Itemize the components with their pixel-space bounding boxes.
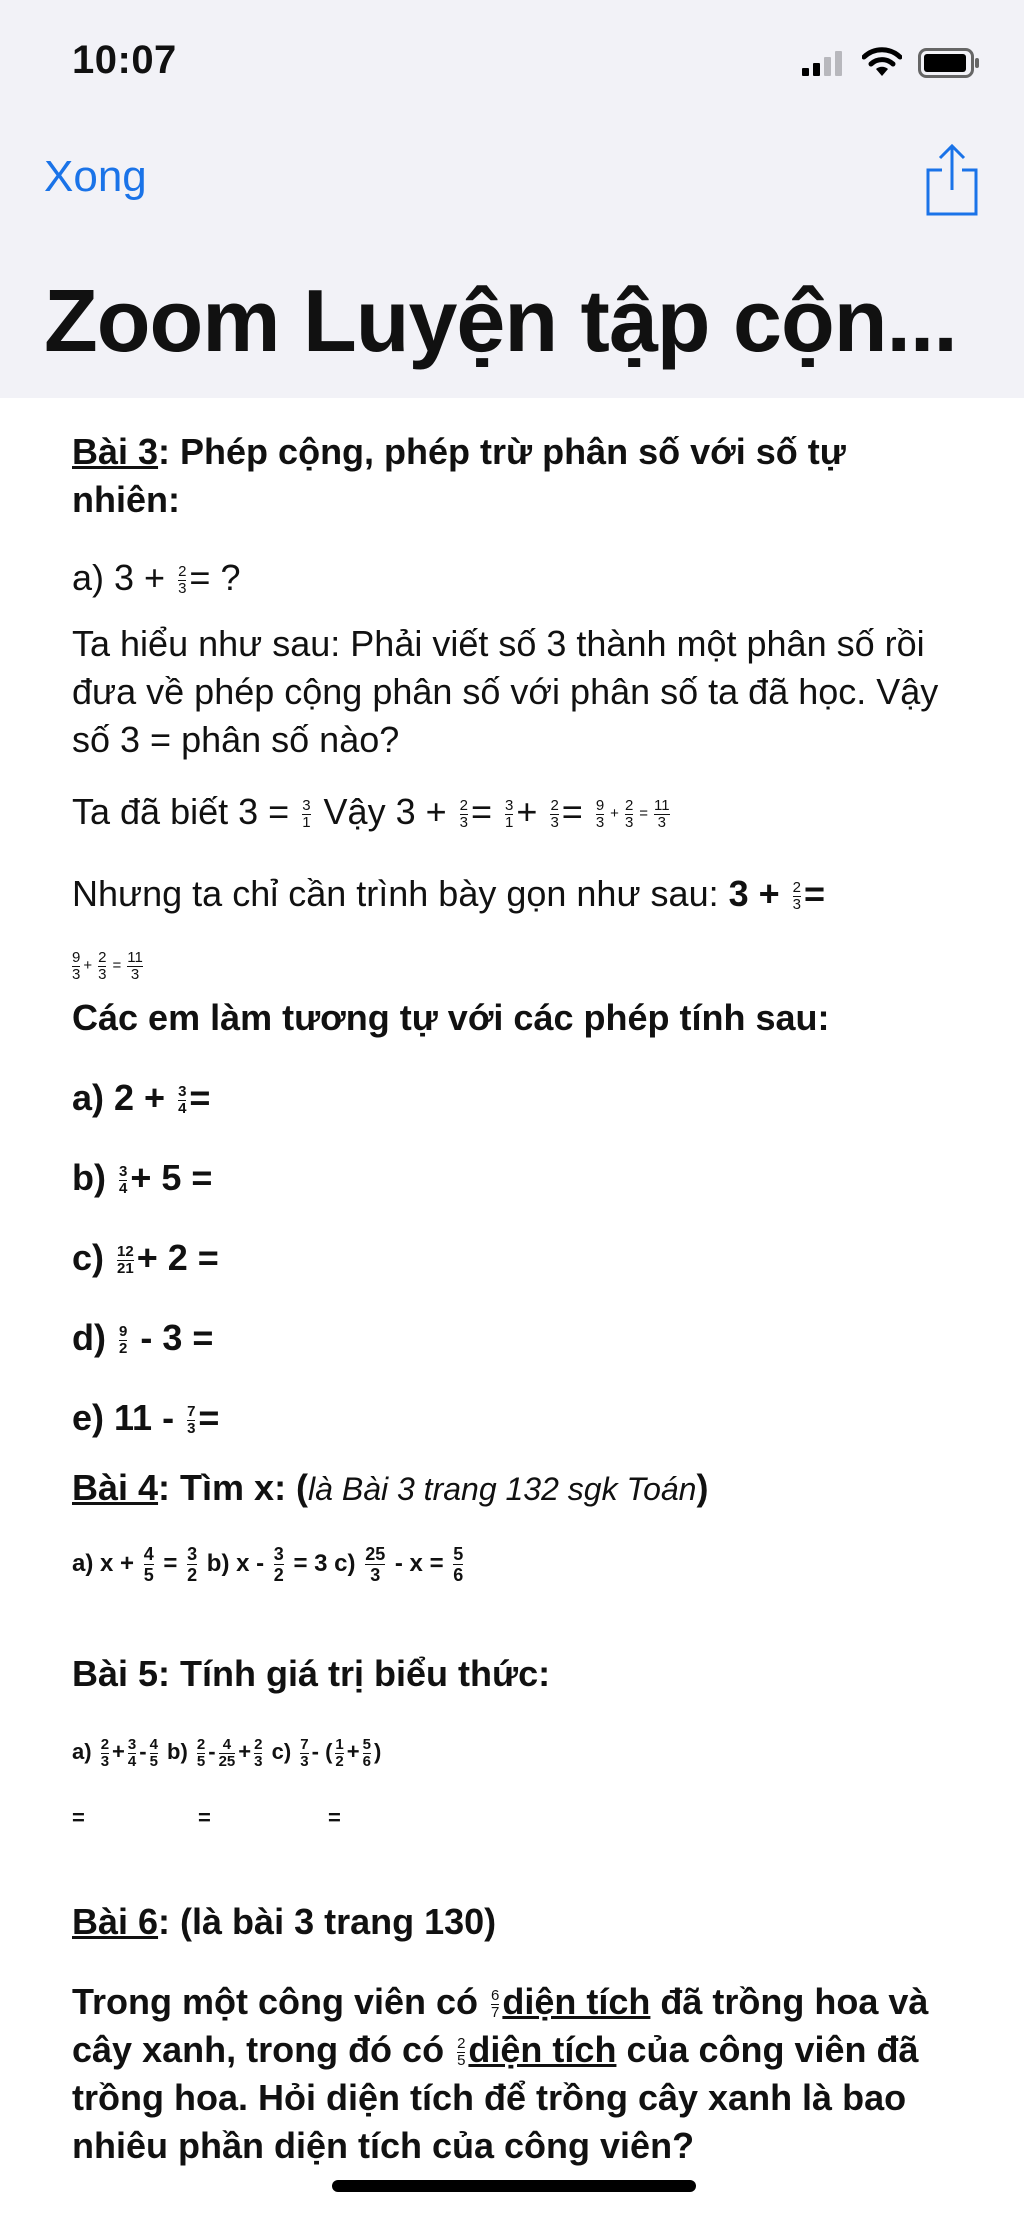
bai4-c: = 3 c) [293,1550,356,1577]
fraction-numerator: 4 [222,1735,232,1753]
fraction-denominator: 21 [117,1259,134,1277]
fraction-numerator: 2 [624,796,634,814]
fraction-numerator: 7 [300,1735,309,1753]
fraction-denominator: 4 [127,1752,137,1770]
fraction-denominator: 6 [362,1752,371,1770]
fraction-2-3 [625,798,633,831]
fraction-numerator: 11 [127,948,143,966]
fraction-11-3 [127,950,143,983]
fraction-denominator: 3 [550,813,559,831]
bai3-known-line [72,788,673,836]
bai3-heading-text: : Phép cộng, phép trừ phân số với số tự nhiên: [72,431,846,520]
eq-sign: = [112,957,122,975]
fraction-4-5 [144,1544,154,1585]
battery-icon [918,48,980,78]
fraction-7-3 [300,1737,308,1770]
fraction-denominator: 3 [792,895,802,913]
fraction-denominator: 3 [654,814,670,831]
fraction-3-4 [119,1164,127,1197]
known-prefix: Ta đã biết 3 = [72,791,290,832]
eq-sign: = [639,805,649,823]
eq-sign: = [804,873,826,914]
fraction-3-4 [178,1084,186,1117]
exercise-a-prefix: a) 2 + [72,1077,166,1118]
known-mid: Vậy 3 + [323,791,447,832]
bai5-eq-c: = [328,1805,341,1830]
bai5-expressions [72,1732,381,1772]
fraction-5-6 [453,1544,463,1585]
fraction-3-1 [302,798,310,831]
fraction-2-3 [178,564,186,597]
fraction-denominator: 2 [119,1339,128,1357]
share-icon[interactable] [924,142,980,218]
bai3-label: Bài 3 [72,431,159,472]
fraction-numerator: 2 [459,796,468,814]
fraction-2-3 [550,798,558,831]
bai6-label: Bài 6 [72,1901,159,1942]
fraction-1-2 [335,1737,343,1770]
fraction-numerator: 7 [187,1402,196,1420]
fraction-denominator: 6 [453,1565,464,1586]
exercise-a [72,1074,210,1122]
bai5-c: c) [271,1739,292,1764]
eq-sign: = [471,791,493,832]
fraction-denominator: 4 [119,1179,128,1197]
fraction-numerator: 2 [457,2034,466,2052]
fraction-2-3 [98,950,106,983]
fraction-9-3 [72,950,80,983]
fraction-numerator: 2 [100,1735,110,1753]
bai5-b: b) [167,1739,188,1764]
bai4-end: - x = [394,1550,444,1577]
fraction-denominator: 3 [72,965,81,983]
example-a-prefix: a) 3 + [72,557,166,598]
plus-sign: + [238,1739,252,1764]
exercise-e-suffix: = [198,1397,220,1438]
bai4-heading-text: : Tìm x: ( [158,1467,309,1508]
fraction-numerator: 4 [143,1544,154,1565]
exercise-e-prefix: e) 11 - [72,1397,175,1438]
fraction-3-4 [128,1737,136,1770]
wifi-icon [862,46,902,78]
page-title: Zoom Luyện tập cộn... [44,271,957,370]
bai3-example-a [72,554,240,602]
bai5-eq-b: = [198,1805,211,1830]
fraction-denominator: 3 [100,1752,110,1770]
bai6-text-2: đã trồng hoa và cây xanh, trong đó có [72,1981,929,2070]
exercise-c-suffix: + 2 = [136,1237,219,1278]
bai3-explanation: Ta hiểu như sau: Phải viết số 3 thành một phân số rồi đưa về phép cộng phân số với phân số ta đã học. Vậy số 3 = phân số nào? [72,623,939,760]
fraction-denominator: 3 [127,966,143,983]
fraction-denominator: 3 [300,1752,309,1770]
exercise-a-suffix: = [189,1077,211,1118]
status-time: 10:07 [72,38,177,82]
plus-sign: + [610,805,619,823]
fraction-numerator: 3 [127,1735,137,1753]
fraction-denominator: 7 [491,2003,500,2021]
fraction-12-21 [117,1244,134,1277]
bai3-short-result [72,940,146,988]
bai4-close: ) [696,1467,709,1508]
fraction-6-7 [491,1988,499,2021]
fraction-11-3 [654,798,670,831]
bai6-text-3: của công viên đã trồng hoa. Hỏi diện tích để trồng cây xanh là bao nhiêu phần diện tích của công viên? [72,2029,919,2166]
fraction-numerator: 1 [335,1735,344,1753]
fraction-2-5 [197,1737,205,1770]
bai3-similar-heading: Các em làm tương tự với các phép tính sau: [72,997,830,1038]
fraction-numerator: 6 [491,1986,500,2004]
fraction-numerator: 3 [187,1544,198,1565]
fraction-2-3 [793,880,801,913]
bai4-note: là Bài 3 trang 132 sgk Toán [308,1471,697,1507]
bai3-short-line [72,870,825,918]
right-paren: ) [373,1739,382,1764]
bai4-heading [72,1464,708,1513]
short-text: Nhưng ta chỉ cần trình bày gọn như sau: [72,873,719,914]
fraction-denominator: 5 [149,1752,158,1770]
fraction-numerator: 4 [149,1735,158,1753]
fraction-2-3 [460,798,468,831]
fraction-2-3 [254,1737,262,1770]
fraction-4-5 [150,1737,158,1770]
done-button[interactable]: Xong [44,152,147,201]
fraction-numerator: 2 [98,948,107,966]
fraction-25-3 [365,1544,385,1585]
exercise-d-prefix: d) [72,1317,106,1358]
fraction-numerator: 5 [362,1735,371,1753]
fraction-denominator: 3 [459,813,468,831]
minus-sign: - [139,1739,147,1764]
fraction-numerator: 3 [119,1162,128,1180]
fraction-numerator: 25 [365,1544,386,1565]
fraction-denominator: 3 [178,579,187,597]
fraction-numerator: 5 [453,1544,464,1565]
fraction-numerator: 2 [254,1735,263,1753]
exercise-c [72,1234,219,1282]
minus-sign: - [208,1739,216,1764]
exercise-b-suffix: + 5 = [130,1157,213,1198]
fraction-numerator: 9 [72,948,81,966]
exercise-c-prefix: c) [72,1237,105,1278]
exercise-b [72,1154,212,1202]
bai6-area-1: diện tích [502,1981,651,2022]
fraction-numerator: 2 [196,1735,206,1753]
exercise-e [72,1394,219,1442]
fraction-2-5 [457,2036,465,2069]
status-bar [0,38,1024,90]
exercise-b-prefix: b) [72,1157,106,1198]
fraction-numerator: 12 [117,1242,134,1260]
bai4-b: b) x - [206,1550,265,1577]
fraction-denominator: 2 [273,1565,284,1586]
navigation-header [0,0,1024,398]
bai5-eq-a: = [72,1805,85,1830]
fraction-denominator: 5 [457,2051,466,2069]
fraction-denominator: 3 [187,1419,196,1437]
fraction-denominator: 2 [187,1565,198,1586]
minus-paren: - ( [311,1739,333,1764]
bai5-a: a) [72,1739,92,1764]
fraction-denominator: 5 [143,1565,154,1586]
fraction-numerator: 3 [178,1082,187,1100]
fraction-denominator: 2 [335,1752,344,1770]
exercise-d [72,1314,213,1362]
bai4-label: Bài 4 [72,1467,159,1508]
fraction-denominator: 1 [302,813,311,831]
eq-sign: = [163,1550,178,1577]
bai6-text-1: Trong một công viên có [72,1981,479,2022]
fraction-denominator: 3 [595,813,605,831]
fraction-3-2 [274,1544,284,1585]
bai6-heading-text: : (là bài 3 trang 130) [158,1901,497,1942]
fraction-5-6 [363,1737,371,1770]
fraction-numerator: 2 [792,878,802,896]
fraction-2-3 [101,1737,109,1770]
bai6-problem [72,1978,982,2170]
fraction-numerator: 3 [505,796,514,814]
plus-sign: + [112,1739,125,1764]
fraction-9-3 [596,798,604,831]
bai6-heading [72,1898,496,1946]
bai4-equations [72,1544,466,1585]
bai6-area-2: diện tích [468,2029,617,2070]
fraction-denominator: 3 [254,1752,263,1770]
fraction-denominator: 4 [178,1099,187,1117]
short-bold: 3 + [728,873,780,914]
fraction-numerator: 2 [178,562,187,580]
fraction-numerator: 9 [119,1322,128,1340]
fraction-3-2 [187,1544,197,1585]
fraction-numerator: 9 [595,796,605,814]
cellular-signal-icon [802,50,846,76]
example-a-suffix: = ? [189,557,241,598]
bai3-heading [72,428,952,524]
fraction-7-3 [187,1404,195,1437]
fraction-denominator: 5 [196,1752,206,1770]
fraction-denominator: 3 [624,813,634,831]
fraction-4-25 [219,1737,236,1770]
fraction-denominator: 3 [365,1564,385,1585]
bai4-a: a) x + [72,1550,135,1577]
fraction-numerator: 11 [654,796,670,814]
fraction-denominator: 3 [98,965,107,983]
fraction-denominator: 1 [505,813,514,831]
eq-sign: = [561,791,583,832]
home-indicator[interactable] [332,2180,696,2192]
fraction-denominator: 25 [218,1752,236,1770]
exercise-d-suffix: - 3 = [140,1317,214,1358]
plus-sign: + [346,1739,360,1764]
fraction-9-2 [119,1324,127,1357]
fraction-numerator: 3 [273,1544,284,1565]
bai5-heading: Bài 5: Tính giá trị biểu thức: [72,1653,551,1694]
plus-sign: + [83,957,93,975]
fraction-numerator: 2 [550,796,559,814]
fraction-numerator: 3 [302,796,311,814]
plus-sign: + [516,791,538,832]
fraction-3-1 [505,798,513,831]
